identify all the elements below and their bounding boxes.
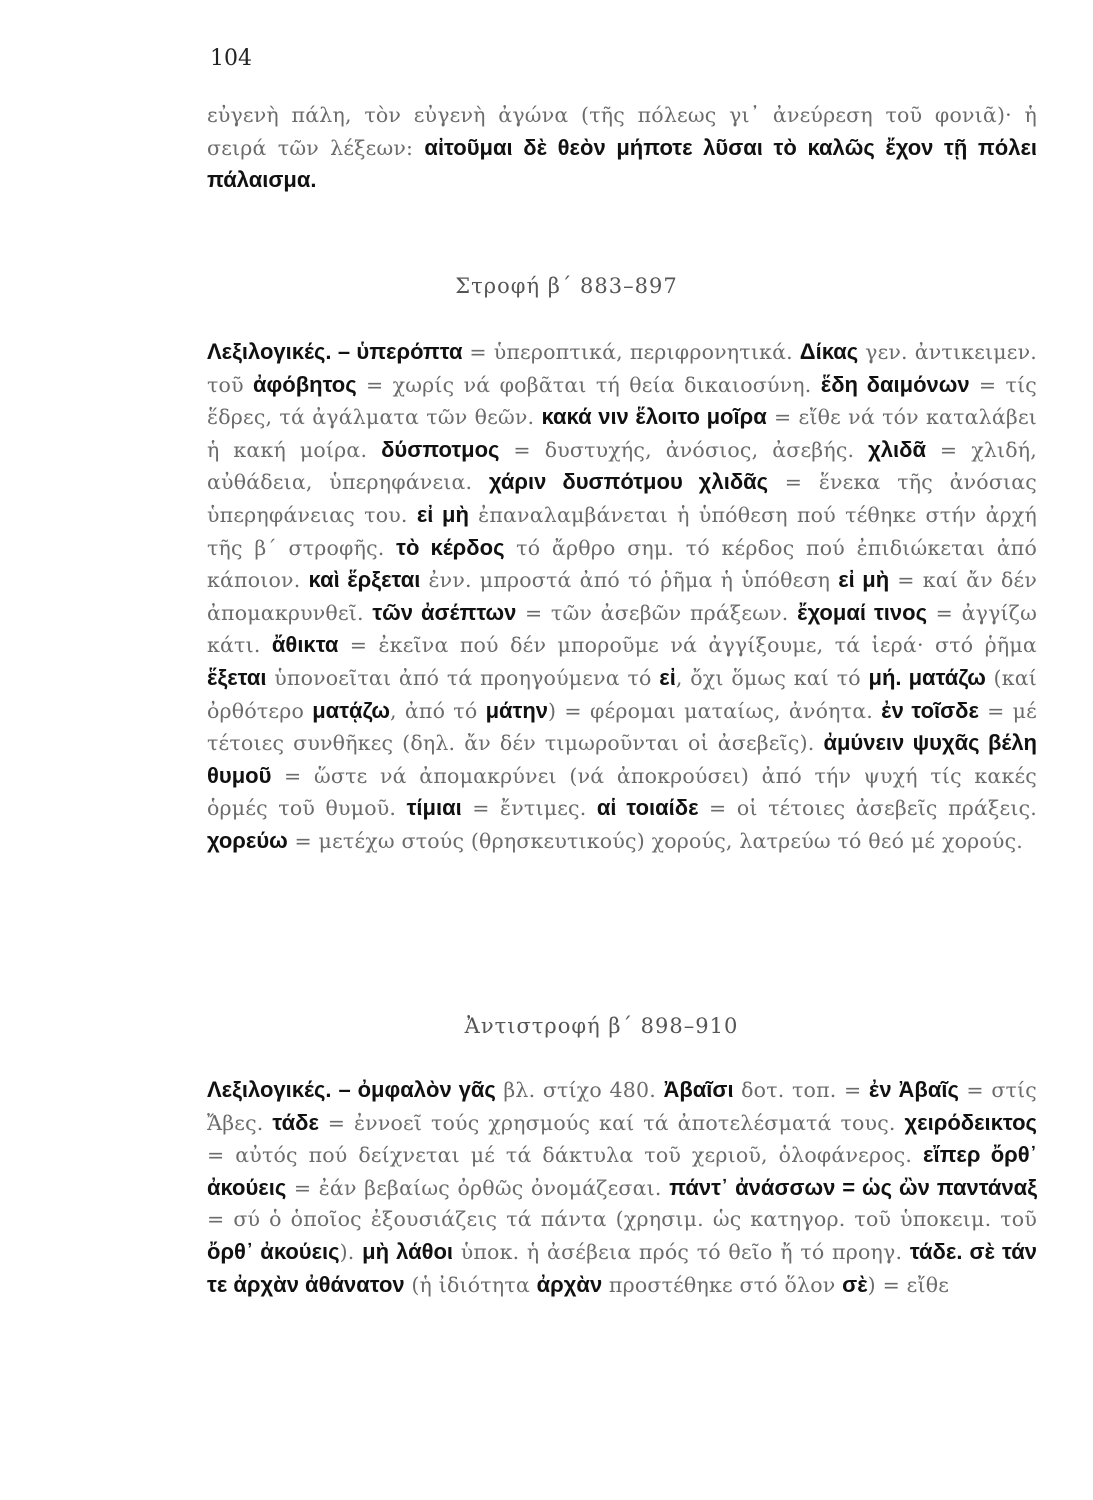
section-heading-antistrophe: Ἀντιστροφή β΄ 898–910 (464, 1014, 739, 1038)
paragraph-intro: εὐγενὴ πάλη, τὸν εὐγενὴ ἀγώνα (τῆς πόλεως γι᾽ ἀνεύρεση τοῦ φονιᾶ)· ἡ σειρά τῶν λέξεων: αἰτοῦμαι δὲ θεὸν μήποτε λῦσαι τὸ καλῶς ἔχον τῇ πόλει πάλαισμα. (207, 103, 1037, 193)
paragraph-strophe-glossary: Λεξιλογικές. – ὑπερόπτα = ὑπεροπτικά, περιφρονητικά. Δίκας γεν. ἀντικειμεν. τοῦ ἀφόβητος = χωρίς νά φοβᾶται τή θεία δικαιοσύνη. ἕδη δαιμόνων = τίς ἕδρες, τά ἀγάλματα τῶν θεῶν. κακά νιν ἕλοιτο μοῖρα = εἴθε νά τόν καταλάβει ἡ κακή μοίρα. δύσποτμος = δυστυχής, ἀνόσιος, ἀσεβής. χλιδᾶ = χλιδή, αὐθάδεια, ὑπερηφάνεια. χάριν δυσπότμου χλιδᾶς = ἕνεκα τῆς ἀνόσιας ὑπερηφάνειας του. εἰ μὴ ἐπαναλαμβάνεται ἡ ὑπόθεση πού τέθηκε στήν ἀρχή τῆς β΄ στροφῆς. τὸ κέρδος τό ἄρθρο σημ. τό κέρδος πού ἐπιδιώκεται ἀπό κάποιον. καὶ ἕρξεται ἐνν. μπροστά ἀπό τό ῥῆμα ἡ ὑπόθεση εἰ μὴ = καί ἄν δέν ἀπομακρυνθεῖ. τῶν ἀσέπτων = τῶν ἀσεβῶν πράξεων. ἔχομαί τινος = ἀγγίζω κάτι. ἄθικτα = ἐκεῖνα πού δέν μποροῦμε νά ἀγγίξουμε, τά ἱερά· στό ῥῆμα ἕξεται ὑπονοεῖται ἀπό τά προηγούμενα τό εἰ, ὄχι ὅμως καί τό μή. ματάζω (καί ὀρθότερο ματᾴζω, ἀπό τό μάτην) = φέρομαι ματαίως, ἀνόητα. ἐν τοῖσδε = μέ τέτοιες συνθῆκες (δηλ. ἄν δέν τιμωροῦνται οἱ ἀσεβεῖς). ἀμύνειν ψυχᾶς βέλη θυμοῦ = ὥστε νά ἀπομακρύνει (νά ἀποκρούσει) ἀπό τήν ψυχή τίς κακές ὁρμές τοῦ θυμοῦ. τίμιαι = ἔντιμες. αἱ τοιαίδε = οἱ τέτοιες ἀσεβεῖς πράξεις. χορεύω = μετέχω στούς (θρησκευτικούς) χορούς, λατρεύω τό θεό μέ χορούς. (207, 339, 1038, 853)
page-number: 104 (210, 46, 252, 71)
section-heading-strophe: Στροφή β΄ 883–897 (455, 274, 678, 298)
paragraph-antistrophe-glossary: Λεξιλογικές. – ὀμφαλὸν γᾶς βλ. στίχο 480. Ἀβαῖσι δοτ. τοπ. = ἐν Ἀβαῖς = στίς Ἄβες. τάδε = ἐννοεῖ τούς χρησμούς καί τά ἀποτελέσματά τους. χειρόδεικτος = αὐτός πού δείχνεται μέ τά δάκτυλα τοῦ χεριοῦ, ὁλοφάνερος. εἴπερ ὄρθ᾽ ἀκούεις = ἐάν βεβαίως ὀρθῶς ὀνομάζεσαι. πάντ᾽ ἀνάσσων = ὡς ὢν παντάναξ = σύ ὁ ὁποῖος ἐξουσιάζεις τά πάντα (χρησιμ. ὡς κατηγορ. τοῦ ὑποκειμ. τοῦ ὄρθ᾽ ἀκούεις). μὴ λάθοι ὑποκ. ἡ ἀσέβεια πρός τό θεῖο ἤ τό προηγ. τάδε. σὲ τάν τε ἀρχὰν ἀθάνατον (ἡ ἰδιότητα ἀρχὰν προστέθηκε στό ὅλον σὲ) = εἴθε (207, 1077, 1038, 1297)
